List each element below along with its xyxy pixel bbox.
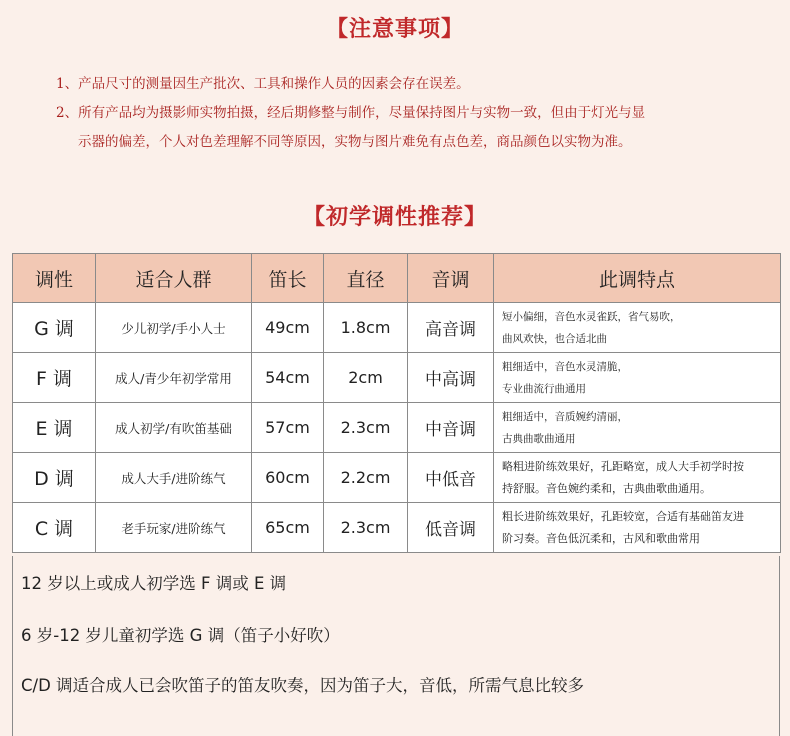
table-row <box>13 403 781 453</box>
cell-length: 54cm <box>252 353 324 403</box>
recommendation-box <box>12 556 780 736</box>
recommendation-title: 【初学调性推荐】 <box>302 204 487 230</box>
cell-pitch: 低音调 <box>408 503 494 553</box>
cell-group: 成人大手/进阶练气 <box>96 453 252 503</box>
header-tone: 调性 <box>13 254 96 303</box>
header-pitch: 音调 <box>408 254 494 303</box>
table-row <box>13 503 781 553</box>
cell-group: 少儿初学/手小人士 <box>96 303 252 353</box>
cell-diameter: 2.2cm <box>324 453 408 503</box>
cell-diameter: 2cm <box>324 353 408 403</box>
feature-line-1: 短小偏细，音色水灵雀跃，省气易吹， <box>502 310 681 323</box>
feature-line-1: 粗细适中，音质婉约清丽， <box>502 410 628 423</box>
header-feature: 此调特点 <box>494 254 781 303</box>
table-header-row <box>13 254 781 303</box>
table-row <box>13 353 781 403</box>
cell-tone: G 调 <box>13 303 96 353</box>
notice-item-2 <box>56 99 756 157</box>
feature-line-1: 略粗进阶练效果好，孔距略宽，成人大手初学时按 <box>502 459 744 473</box>
cell-pitch: 中音调 <box>408 403 494 453</box>
feature-line-2: 曲风欢快，也合适北曲 <box>502 332 607 345</box>
cell-pitch: 高音调 <box>408 303 494 353</box>
flute-key-table <box>12 253 781 553</box>
cell-diameter: 2.3cm <box>324 403 408 453</box>
recommendation-line-2: 6 岁-12 岁儿童初学选 G 调（笛子小好吹） <box>21 626 340 645</box>
header-diameter: 直径 <box>324 254 408 303</box>
cell-feature <box>494 453 781 503</box>
notice-title: 【注意事项】 <box>325 16 464 42</box>
cell-diameter: 1.8cm <box>324 303 408 353</box>
notice-item-2-line-2: 示器的偏差，个人对色差理解不同等原因，实物与图片难免有点色差，商品颜色以实物为准。 <box>78 134 632 150</box>
cell-length: 65cm <box>252 503 324 553</box>
notice-item-2-line-1: 2、所有产品均为摄影师实物拍摄，经后期修整与制作，尽量保持图片与实物一致，但由于灯光与显 <box>56 105 646 121</box>
cell-feature <box>494 403 781 453</box>
cell-length: 60cm <box>252 453 324 503</box>
cell-pitch: 中高调 <box>408 353 494 403</box>
feature-line-2: 阶习奏。音色低沉柔和，古风和歌曲常用 <box>502 531 700 545</box>
table-row <box>13 453 781 503</box>
feature-line-2: 古典曲歌曲通用 <box>502 432 576 445</box>
cell-length: 49cm <box>252 303 324 353</box>
cell-length: 57cm <box>252 403 324 453</box>
cell-tone: E 调 <box>13 403 96 453</box>
cell-group: 成人/青少年初学常用 <box>96 353 252 403</box>
cell-pitch: 中低音 <box>408 453 494 503</box>
feature-line-2: 持舒服。音色婉约柔和，古典曲歌曲通用。 <box>502 481 711 495</box>
cell-diameter: 2.3cm <box>324 503 408 553</box>
cell-feature <box>494 353 781 403</box>
cell-tone: F 调 <box>13 353 96 403</box>
feature-line-1: 粗长进阶练效果好，孔距较宽，合适有基础笛友进 <box>502 509 744 523</box>
table-row <box>13 303 781 353</box>
recommendation-line-1: 12 岁以上或成人初学选 F 调或 E 调 <box>21 574 287 593</box>
cell-feature <box>494 503 781 553</box>
cell-tone: C 调 <box>13 503 96 553</box>
cell-group: 成人初学/有吹笛基础 <box>96 403 252 453</box>
recommendation-line-3: C/D 调适合成人已会吹笛子的笛友吹奏，因为笛子大，音低，所需气息比较多 <box>21 676 585 695</box>
feature-line-2: 专业曲流行曲通用 <box>502 382 586 395</box>
cell-group: 老手玩家/进阶练气 <box>96 503 252 553</box>
header-group: 适合人群 <box>96 254 252 303</box>
header-length: 笛长 <box>252 254 324 303</box>
cell-tone: D 调 <box>13 453 96 503</box>
feature-line-1: 粗细适中，音色水灵清脆， <box>502 360 628 373</box>
notice-item-1: 1、产品尺寸的测量因生产批次、工具和操作人员的因素会存在误差。 <box>56 76 470 92</box>
cell-feature <box>494 303 781 353</box>
